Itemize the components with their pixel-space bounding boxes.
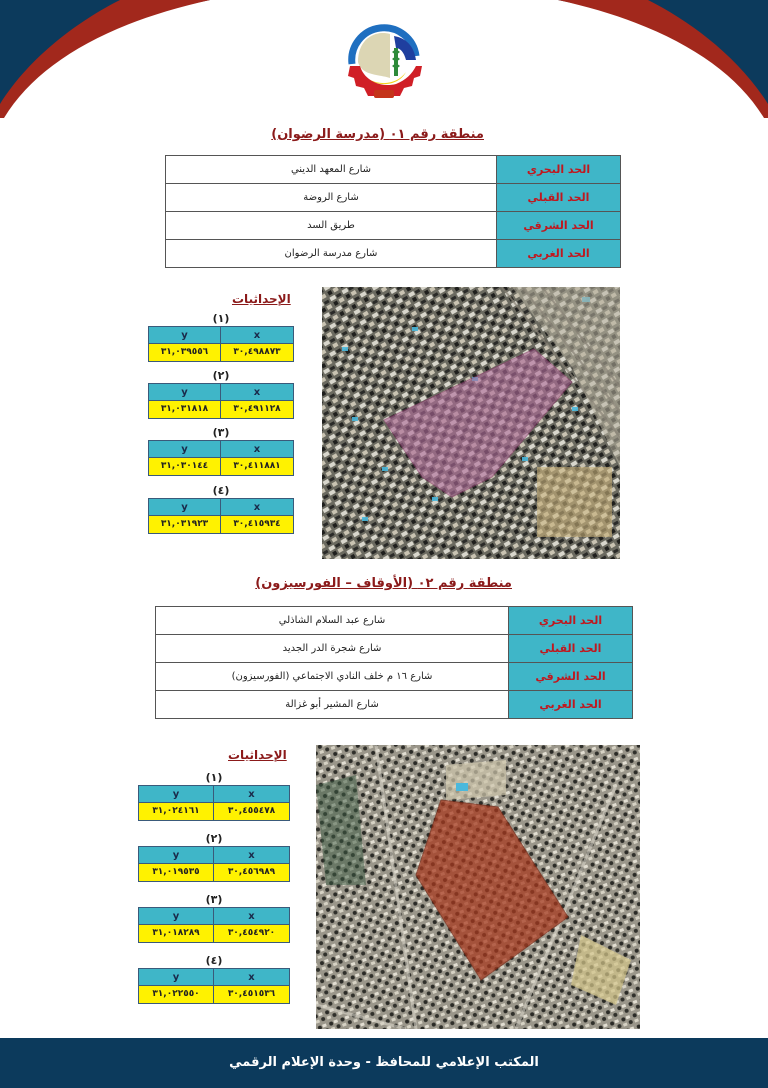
table-row — [166, 156, 621, 184]
coord-index: (٣) — [205, 893, 223, 906]
zone-1-title: منطقة رقم ٠١ (مدرسة الرضوان) — [271, 127, 484, 142]
coord-index: (١) — [205, 771, 223, 784]
x-header: x — [214, 908, 289, 925]
x-header: x — [221, 384, 293, 401]
x-value: ٣٠,٤٥١٥٣٦ — [214, 986, 289, 1003]
y-value: ٣١,٠١٨٢٨٩ — [139, 925, 214, 942]
boundary-value: شارع عبد السلام الشاذلي — [156, 607, 509, 635]
boundary-value: شارع ١٦ م خلف النادي الاجتماعي (الفورسيزون) — [156, 663, 509, 691]
footer-banner: المكتب الإعلامي للمحافظ - وحدة الإعلام الرقمي — [0, 1038, 768, 1088]
y-value: ٣١,٠٢٤١٦١ — [139, 803, 214, 820]
zone-1-boundaries-table — [165, 155, 621, 268]
x-header: x — [214, 969, 289, 986]
table-row — [166, 212, 621, 240]
zone-2-boundaries-table — [155, 606, 633, 719]
boundary-label: الحد البحري — [509, 607, 633, 635]
zone-2-coord-3 — [138, 893, 290, 943]
coord-index: (٤) — [212, 484, 230, 497]
y-header: y — [139, 847, 214, 864]
coord-index: (٣) — [212, 426, 230, 439]
zone-2-coord-4 — [138, 954, 290, 1004]
x-value: ٣٠,٤١١٨٨١ — [221, 458, 293, 475]
zone-1-coords-title: الإحداثيات — [232, 292, 291, 306]
y-header: y — [139, 969, 214, 986]
boundary-value: شارع المعهد الديني — [166, 156, 497, 184]
y-header: y — [149, 327, 221, 344]
boundary-label: الحد القبلي — [497, 184, 621, 212]
table-row — [156, 691, 633, 719]
zone-2-satellite-map — [316, 745, 640, 1029]
boundary-label: الحد الغربي — [497, 240, 621, 268]
x-value: ٣٠,٤٥٦٩٨٩ — [214, 864, 289, 881]
boundary-label: الحد القبلي — [509, 635, 633, 663]
zone-2-coords-title: الإحداثيات — [228, 748, 287, 762]
y-value: ٣١,٠٣٩٥٥٦ — [149, 344, 221, 361]
x-value: ٣٠,٤٥٥٤٧٨ — [214, 803, 289, 820]
zone-1-coord-2 — [148, 369, 294, 419]
x-header: x — [214, 786, 289, 803]
y-header: y — [139, 908, 214, 925]
boundary-value: شارع شجرة الدر الجديد — [156, 635, 509, 663]
zone-2-coord-1 — [138, 771, 290, 821]
governorate-logo-icon — [340, 16, 428, 104]
coord-index: (٢) — [205, 832, 223, 845]
y-value: ٣١,٠٣١٩٢٣ — [149, 516, 221, 533]
boundary-value: طريق السد — [166, 212, 497, 240]
zone-1-coord-1 — [148, 312, 294, 362]
zone-1-coord-4 — [148, 484, 294, 534]
y-header: y — [149, 499, 221, 516]
table-row — [166, 184, 621, 212]
table-row — [166, 240, 621, 268]
x-header: x — [221, 441, 293, 458]
coord-index: (٤) — [205, 954, 223, 967]
zone-1-satellite-map — [322, 287, 620, 559]
coord-index: (٢) — [212, 369, 230, 382]
x-header: x — [221, 327, 293, 344]
y-value: ٣١,٠٢٢٥٥٠ — [139, 986, 214, 1003]
boundary-value: شارع الروضة — [166, 184, 497, 212]
table-row — [156, 607, 633, 635]
table-row — [156, 635, 633, 663]
boundary-label: الحد الشرقي — [497, 212, 621, 240]
x-header: x — [221, 499, 293, 516]
table-row — [156, 663, 633, 691]
boundary-label: الحد البحري — [497, 156, 621, 184]
y-header: y — [149, 384, 221, 401]
boundary-value: شارع مدرسة الرضوان — [166, 240, 497, 268]
zone-2-coord-2 — [138, 832, 290, 882]
y-value: ٣١,٠١٩٥٣٥ — [139, 864, 214, 881]
x-header: x — [214, 847, 289, 864]
boundary-label: الحد الغربي — [509, 691, 633, 719]
y-value: ٣١,٠٣٠١٤٤ — [149, 458, 221, 475]
boundary-label: الحد الشرقي — [509, 663, 633, 691]
x-value: ٣٠,٤٩١١٢٨ — [221, 401, 293, 418]
x-value: ٣٠,٤٥٤٩٢٠ — [214, 925, 289, 942]
y-value: ٣١,٠٣١٨١٨ — [149, 401, 221, 418]
boundary-value: شارع المشير أبو غزالة — [156, 691, 509, 719]
zone-2-title: منطقة رقم ٠٢ (الأوقاف – الفورسيزون) — [255, 576, 512, 591]
y-header: y — [149, 441, 221, 458]
coord-index: (١) — [212, 312, 230, 325]
y-header: y — [139, 786, 214, 803]
x-value: ٣٠,٤١٥٩٣٤ — [221, 516, 293, 533]
x-value: ٣٠,٤٩٨٨٧٣ — [221, 344, 293, 361]
zone-1-coord-3 — [148, 426, 294, 476]
